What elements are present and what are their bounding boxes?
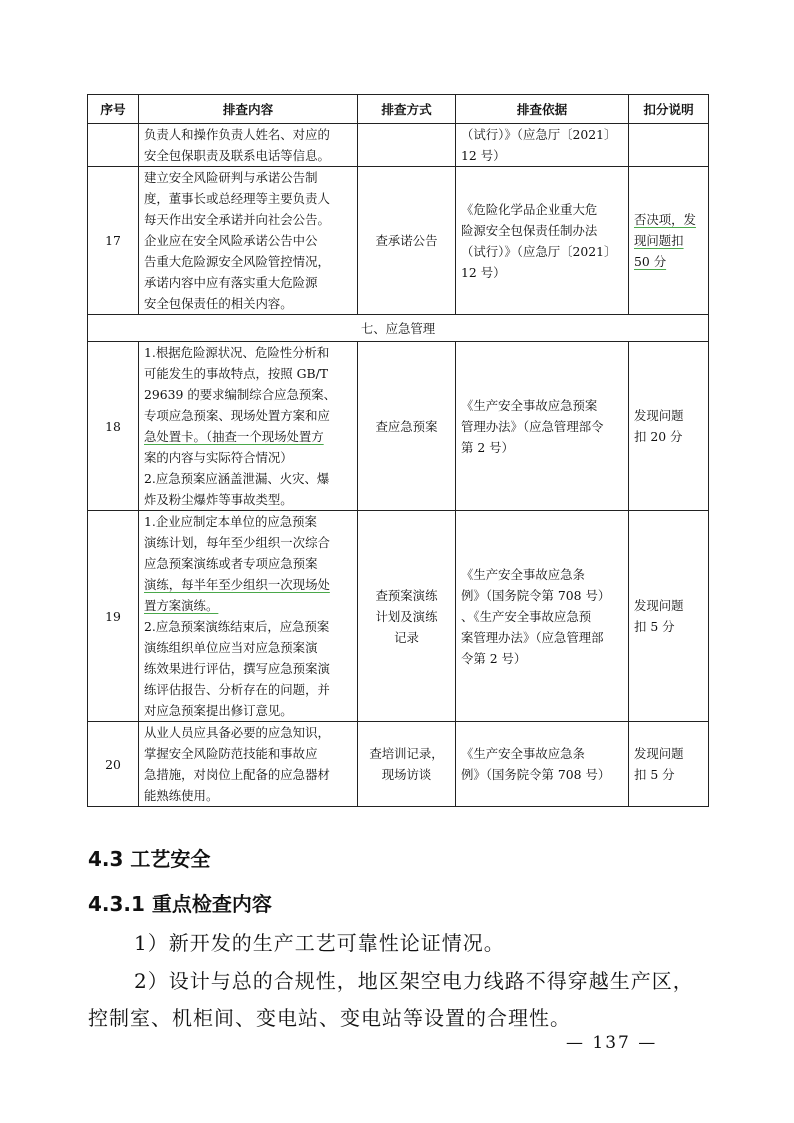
table-row <box>88 511 709 722</box>
row-basis: 《生产安全事故应急预案 管理办法》（应急管理部令 第 2 号） <box>456 342 629 511</box>
table-header-row <box>88 95 709 124</box>
row-method: 查培训记录， 现场访谈 <box>358 722 456 807</box>
row-content: 1.根据危险源状况、危险性分析和 可能发生的事故特点，按照 GB/T 29639 的要求编制综合应急预案、 专项应急预案、现场处置方案和应 急处置卡。（抽查一个现场处置方 案的内容与实际符合情况） 2.应急预案应涵盖泄漏、火灾、爆 炸及粉尘爆炸等事故类型。 <box>139 342 358 511</box>
header-deduction: 扣分说明 <box>629 95 709 124</box>
row-basis: 《生产安全事故应急条 例》（国务院令第 708 号） <box>456 722 629 807</box>
row-basis: 《生产安全事故应急条 例》（国务院令第 708 号） 、《生产安全事故应急预 案管理办法》（应急管理部 令第 2 号） <box>456 511 629 722</box>
row-content: 1.企业应制定本单位的应急预案 演练计划，每年至少组织一次综合 应急预案演练或者专项应急预案 演练，每半年至少组织一次现场处 置方案演练。 2.应急预案演练结束后，应急预案 演练组织单位应当对应急预案演 练效果进行评估，撰写应急预案演 练评估报告、分析存在的问题，并 对应急预案提出修订意见。 <box>139 511 358 722</box>
row-content: 建立安全风险研判与承诺公告制 度，董事长或总经理等主要负责人 每天作出安全承诺并向社会公告。 企业应在安全风险承诺公告中公 告重大危险源安全风险管控情况， 承诺内容中应有落实重大危险源 安全包保责任的相关内容。 <box>139 167 358 315</box>
row-deduction: 否决项，发 现问题扣 50 分 <box>629 167 709 315</box>
row-deduction: 发现问题 扣 5 分 <box>629 722 709 807</box>
row-serial <box>88 124 139 167</box>
row-method: 查应急预案 <box>358 342 456 511</box>
row-serial: 17 <box>88 167 139 315</box>
row-deduction: 发现问题 扣 5 分 <box>629 511 709 722</box>
row-content: 从业人员应具备必要的应急知识， 掌握安全风险防范技能和事故应 急措施，对岗位上配备的应急器材 能熟练使用。 <box>139 722 358 807</box>
table-row <box>88 722 709 807</box>
row-method: 查承诺公告 <box>358 167 456 315</box>
section-row <box>88 315 709 342</box>
inspection-table <box>87 94 709 807</box>
row-content: 负责人和操作负责人姓名、对应的 安全包保职责及联系电话等信息。 <box>139 124 358 167</box>
header-content: 排查内容 <box>139 95 358 124</box>
header-serial: 序号 <box>88 95 139 124</box>
row-deduction <box>629 124 709 167</box>
row-basis: （试行）》（应急厅〔2021〕 12 号） <box>456 124 629 167</box>
row-method <box>358 124 456 167</box>
row-method: 查预案演练 计划及演练 记录 <box>358 511 456 722</box>
row-serial: 18 <box>88 342 139 511</box>
section-heading: 4.3 工艺安全 <box>88 847 211 871</box>
paragraph-2: 2）设计与总的合规性，地区架空电力线路不得穿越生产区， <box>134 969 694 993</box>
header-basis: 排查依据 <box>456 95 629 124</box>
table-row <box>88 124 709 167</box>
subsection-heading: 4.3.1 重点检查内容 <box>88 892 272 916</box>
row-deduction: 发现问题 扣 20 分 <box>629 342 709 511</box>
page-number: — 137 — <box>566 1033 658 1053</box>
row-serial: 20 <box>88 722 139 807</box>
section-title: 七、应急管理 <box>88 315 709 342</box>
table-row <box>88 167 709 315</box>
table-row <box>88 342 709 511</box>
paragraph-3: 控制室、机柜间、变电站、变电站等设置的合理性。 <box>88 1006 571 1030</box>
paragraph-1: 1）新开发的生产工艺可靠性论证情况。 <box>134 931 505 955</box>
row-serial: 19 <box>88 511 139 722</box>
row-basis: 《危险化学品企业重大危 险源安全包保责任制办法 （试行）》（应急厅〔2021〕 12 号） <box>456 167 629 315</box>
header-method: 排查方式 <box>358 95 456 124</box>
